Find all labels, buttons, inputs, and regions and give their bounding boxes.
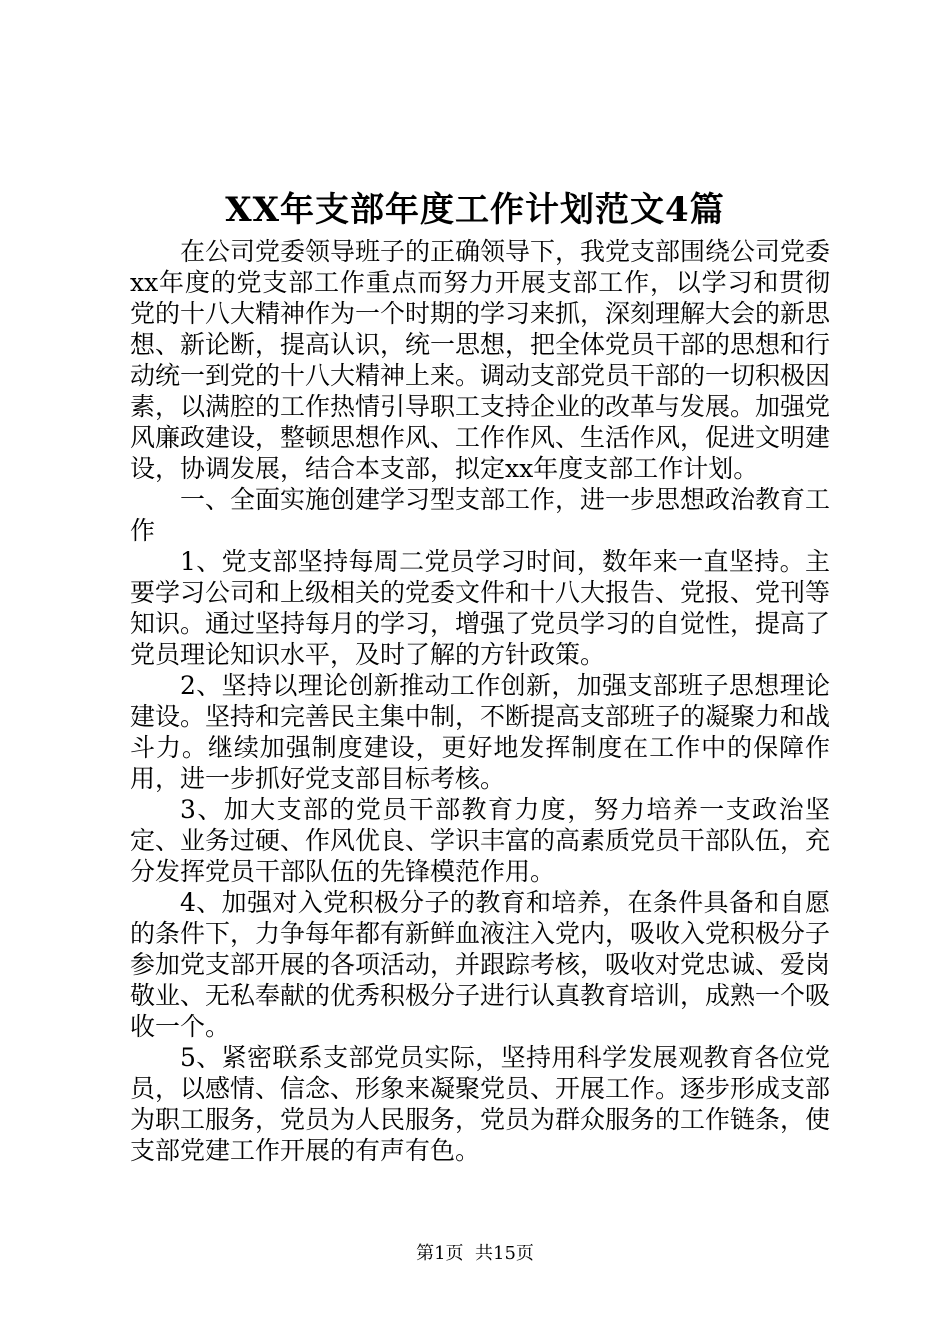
document-body (130, 236, 830, 1166)
list-item: 1、党支部坚持每周二党员学习时间，数年来一直坚持。主要学习公司和上级相关的党委文件和十八大报告、党报、党刊等知识。通过坚持每月的学习，增强了党员学习的自觉性，提高了党员理论知识水平，及时了解的方针政策。 (130, 547, 831, 669)
list-item: 3、加大支部的党员干部教育力度，努力培养一支政治坚定、业务过硬、作风优良、学识丰富的高素质党员干部队伍，充分发挥党员干部队伍的先锋模范作用。 (130, 795, 831, 886)
page-total: 共15页 (475, 1243, 534, 1264)
list-item: 2、坚持以理论创新推动工作创新，加强支部班子思想理论建设。坚持和完善民主集中制，不断提高支部班子的凝聚力和战斗力。继续加强制度建设，更好地发挥制度在工作中的保障作用，进一步抓好党支部目标考核。 (130, 671, 831, 793)
document-title: XX年支部年度工作计划范文4篇 (225, 190, 725, 230)
list-item: 5、紧密联系支部党员实际，坚持用科学发展观教育各位党员，以感情、信念、形象来凝聚党员、开展工作。逐步形成支部为职工服务，党员为人民服务，党员为群众服务的工作链条，使支部党建工作开展的有声有色。 (130, 1043, 831, 1165)
footer-spacer (464, 1243, 475, 1264)
section-heading: 一、全面实施创建学习型支部工作，进一步思想政治教育工作 (130, 485, 831, 545)
page-number: 第1页 (416, 1243, 464, 1264)
list-item: 4、加强对入党积极分子的教育和培养，在条件具备和自愿的条件下，力争每年都有新鲜血液注入党内，吸收入党积极分子参加党支部开展的各项活动，并跟踪考核，吸收对党忠诚、爱岗敬业、无私奉献的优秀积极分子进行认真教育培训，成熟一个吸收一个。 (130, 888, 831, 1041)
intro-paragraph: 在公司党委领导班子的正确领导下，我党支部围绕公司党委xx年度的党支部工作重点而努力开展支部工作，以学习和贯彻党的十八大精神作为一个时期的学习来抓，深刻理解大会的新思想、新论断，提高认识，统一思想，把全体党员干部的思想和行动统一到党的十八大精神上来。调动支部党员干部的一切积极因素，以满腔的工作热情引导职工支持企业的改革与发展。加强党风廉政建设，整顿思想作风、工作作风、生活作风，促进文明建设，协调发展，结合本支部，拟定xx年度支部工作计划。 (130, 237, 831, 483)
page-footer (0, 1242, 950, 1266)
